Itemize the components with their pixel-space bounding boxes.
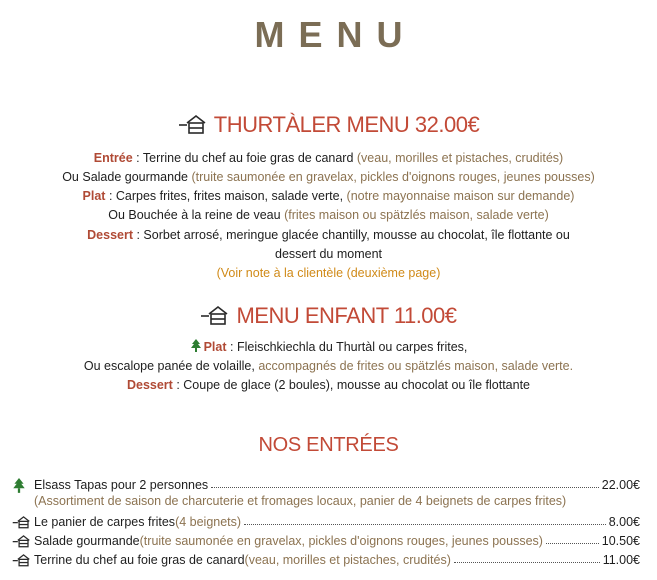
house-icon — [12, 553, 30, 567]
plat-note: (notre mayonnaise maison sur demande) — [346, 189, 575, 203]
leader-dots — [454, 562, 600, 563]
entree-price: 8.00€ — [608, 515, 640, 529]
tree-icon — [12, 478, 30, 492]
leader-dots — [546, 543, 599, 544]
thurtaler-dessert-line-2 — [0, 245, 657, 263]
thurtaler-alt2-line — [0, 206, 657, 224]
enfant-plat-label: Plat — [203, 340, 227, 354]
alt1-text: Ou Salade gourmande — [62, 170, 192, 184]
enfant-alt-text: Ou escalope panée de volaille, — [83, 359, 259, 373]
menu-enfant-heading — [0, 303, 657, 329]
thurtaler-menu-heading — [0, 112, 657, 138]
entree-name: Terrine du chef au foie gras de canard — [34, 553, 245, 567]
alt2-text: Ou Bouchée à la reine de veau — [108, 208, 285, 222]
entree-text: : Terrine du chef au foie gras de canard — [132, 151, 357, 165]
entree-item — [12, 549, 640, 567]
enfant-alt-line — [0, 357, 657, 375]
entree-item — [12, 511, 640, 529]
enfant-dessert-line — [0, 376, 657, 394]
plat-text: : Carpes frites, frites maison, salade verte, — [105, 189, 347, 203]
enfant-plat-line — [0, 338, 657, 356]
entree-label: Entrée — [93, 151, 133, 165]
entrees-heading: NOS ENTRÉES — [258, 434, 399, 456]
entree-price: 11.00€ — [602, 553, 640, 567]
leader-dots — [244, 524, 606, 525]
thurtaler-alt1-line — [0, 168, 657, 186]
dessert-label: Dessert — [87, 228, 134, 242]
tree-icon — [190, 339, 202, 353]
enfant-dessert-label: Dessert — [126, 378, 173, 392]
leader-dots — [211, 487, 599, 488]
alt1-note: (truite saumonée en gravelax, pickles d'oignons rouges, jeunes pousses) — [191, 170, 595, 184]
thurtaler-plat-line — [0, 187, 657, 205]
entree-price: 22.00€ — [601, 478, 640, 492]
menu-enfant-title: MENU ENFANT 11.00€ — [236, 303, 457, 328]
entree-item — [12, 474, 640, 492]
entree-name: Le panier de carpes frites — [34, 515, 176, 529]
thurtaler-entree-line — [0, 149, 657, 167]
entree-name: Salade gourmande — [34, 534, 140, 548]
plat-label: Plat — [82, 189, 106, 203]
alt2-note: (frites maison ou spätzlés maison, salade verte) — [284, 208, 549, 222]
enfant-alt-note: accompagnés de frites ou spätzlés maison, salade verte. — [258, 359, 574, 373]
entree-item — [12, 530, 640, 548]
dessert-text-2: dessert du moment — [275, 247, 382, 261]
tapas-detail: (Assortiment de saison de charcuterie et fromages locaux, panier de 4 beignets de carpes frites) — [34, 494, 567, 508]
enfant-plat-text: : Fleischkiechla du Thurtàl ou carpes frites, — [226, 340, 468, 354]
thurtaler-dessert-line — [0, 226, 657, 244]
house-icon — [12, 534, 30, 548]
house-icon — [12, 515, 30, 529]
house-icon — [178, 113, 206, 135]
entree-note: (truite saumonée en gravelax, pickles d'oignons rouges, jeunes pousses) — [139, 534, 543, 548]
thurtaler-menu-title: THURTÀLER MENU 32.00€ — [213, 112, 480, 137]
entree-price: 10.50€ — [601, 534, 640, 548]
house-icon — [200, 304, 228, 326]
entree-name: Elsass Tapas pour 2 personnes — [34, 478, 209, 492]
dessert-text: : Sorbet arrosé, meringue glacée chantilly, mousse au chocolat, île flottante ou — [133, 228, 570, 242]
entree-note: (4 beignets) — [175, 515, 242, 529]
entree-note: (veau, morilles et pistaches, crudités) — [356, 151, 564, 165]
entree-note: (veau, morilles et pistaches, crudités) — [244, 553, 451, 567]
page-title: MENU — [254, 14, 417, 55]
enfant-dessert-text: : Coupe de glace (2 boules), mousse au chocolat ou île flottante — [172, 378, 531, 392]
client-note: (Voir note à la clientèle (deuxième page) — [216, 266, 441, 280]
